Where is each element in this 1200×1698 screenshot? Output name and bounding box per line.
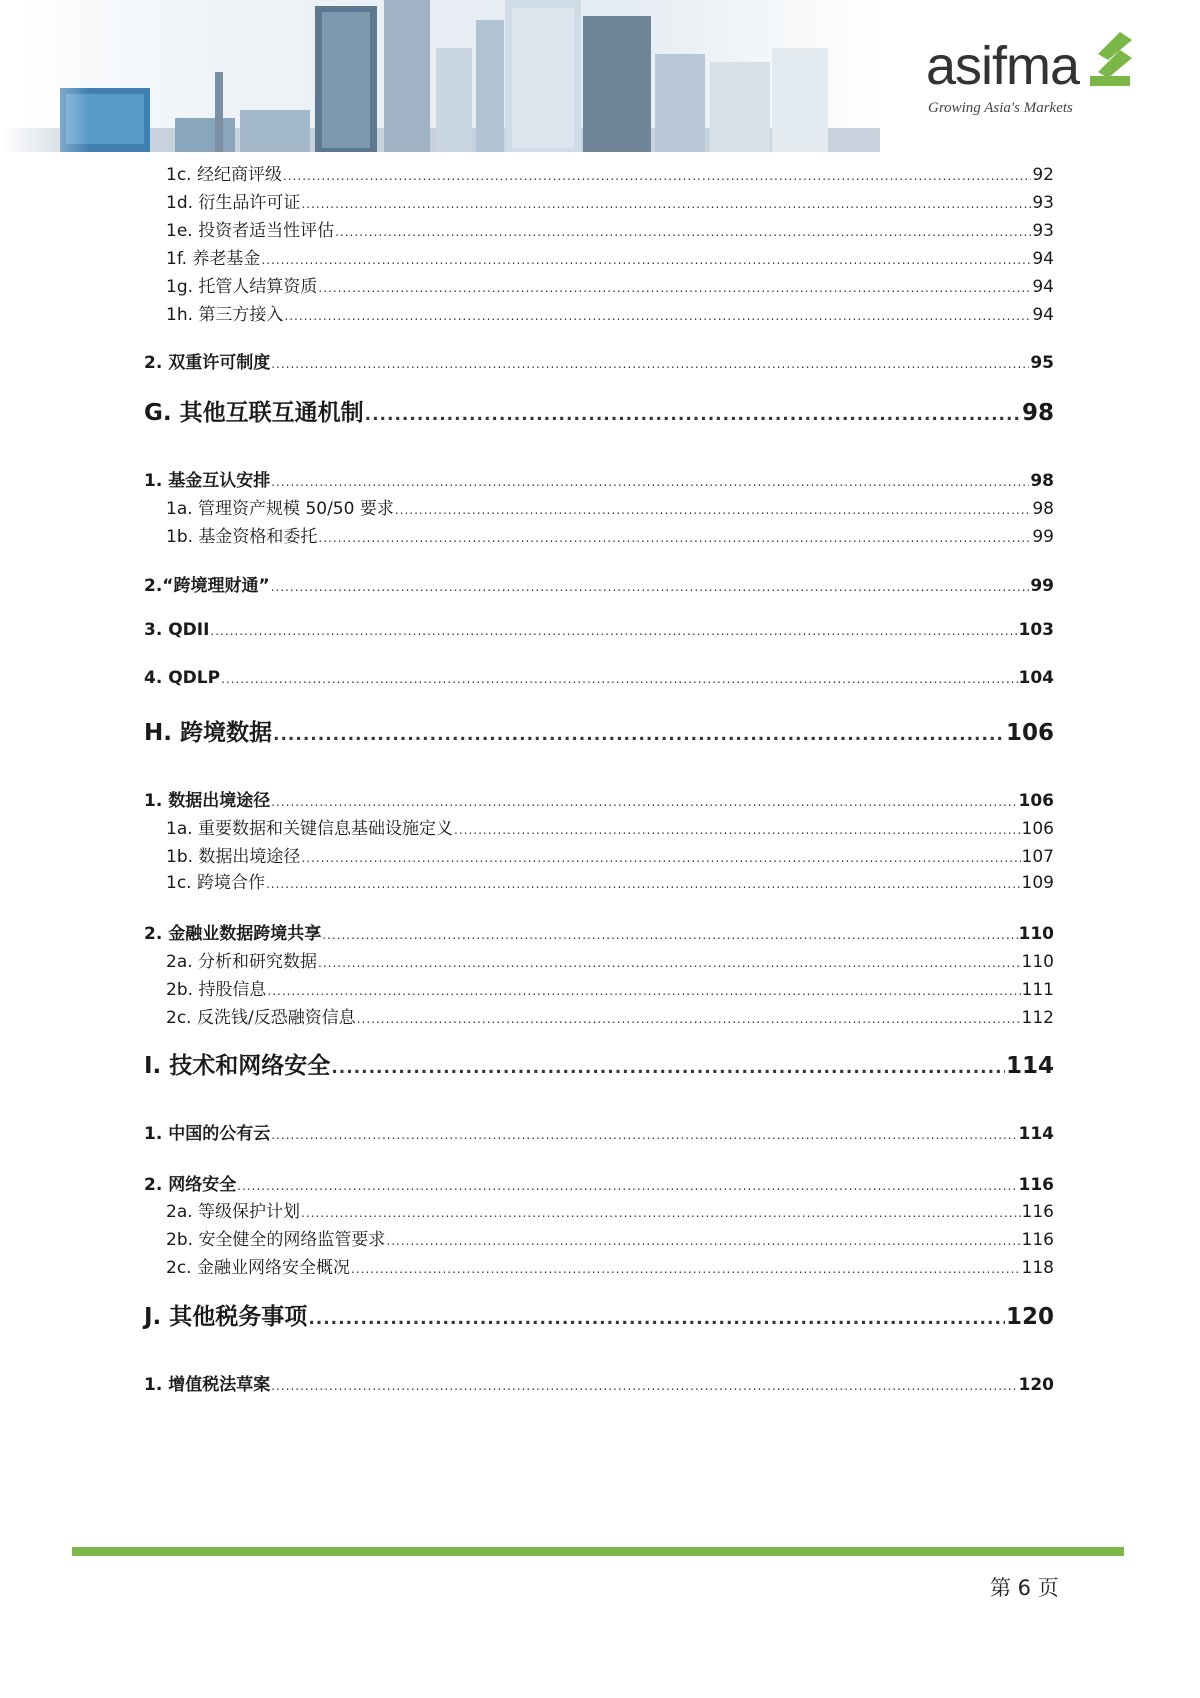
toc-entry-page: 94	[1032, 277, 1054, 297]
toc-entry[interactable]	[144, 244, 1054, 268]
toc-entry-title: 4. QDLP	[144, 668, 221, 688]
toc-entry-title: 1b. 数据出境途径	[166, 847, 301, 867]
toc-entry-page: 106	[1005, 720, 1054, 746]
toc-entry-title: 1c. 经纪商评级	[166, 165, 282, 185]
toc-dot-leader	[271, 357, 1029, 371]
toc-entry-title: 2. 双重许可制度	[144, 353, 271, 373]
toc-entry-title: 2b. 安全健全的网络监管要求	[166, 1230, 386, 1250]
toc-entry-page: 116	[1021, 1202, 1054, 1222]
toc-entry[interactable]	[144, 1170, 1054, 1196]
toc-entry[interactable]	[144, 1197, 1054, 1221]
asifma-logo	[926, 30, 1156, 130]
toc-entry-title: G. 其他互联互通机制	[144, 400, 364, 426]
toc-entry-page: 98	[1030, 471, 1054, 491]
toc-entry[interactable]	[144, 868, 1054, 892]
toc-entry-title: I. 技术和网络安全	[144, 1053, 331, 1079]
toc-dot-leader	[273, 725, 1005, 745]
logo-wordmark: asifma	[926, 36, 1080, 96]
toc-entry-title: 2b. 持股信息	[166, 980, 267, 1000]
toc-entry-page: 99	[1030, 576, 1054, 596]
toc-dot-leader	[283, 169, 1031, 183]
toc-dot-leader	[454, 823, 1021, 837]
toc-dot-leader	[301, 851, 1020, 865]
toc-entry-title: 1. 基金互认安排	[144, 471, 271, 491]
toc-dot-leader	[261, 253, 1031, 267]
toc-entry-page: 104	[1018, 668, 1054, 688]
toc-entry-page: 114	[1005, 1053, 1054, 1079]
toc-dot-leader	[271, 1379, 1017, 1393]
toc-entry[interactable]	[144, 216, 1054, 240]
toc-dot-leader	[210, 624, 1017, 638]
toc-entry[interactable]	[144, 1225, 1054, 1249]
toc-dot-leader	[237, 1179, 1017, 1193]
toc-entry-page: 93	[1032, 193, 1054, 213]
toc-entry-title: 2.“跨境理财通”	[144, 576, 270, 596]
toc-entry-title: 1. 数据出境途径	[144, 791, 271, 811]
toc-entry[interactable]	[144, 394, 1054, 428]
toc-dot-leader	[318, 281, 1031, 295]
toc-dot-leader	[395, 503, 1032, 517]
toc-dot-leader	[266, 877, 1021, 891]
toc-dot-leader	[301, 197, 1031, 211]
toc-entry-title: 2c. 金融业网络安全概况	[166, 1258, 350, 1278]
toc-entry[interactable]	[144, 814, 1054, 838]
toc-entry[interactable]	[144, 466, 1054, 492]
toc-entry[interactable]	[144, 1298, 1054, 1332]
toc-dot-leader	[267, 984, 1020, 998]
toc-entry-title: J. 其他税务事项	[144, 1304, 308, 1330]
toc-entry[interactable]	[144, 947, 1054, 971]
toc-dot-leader	[351, 1262, 1021, 1276]
toc-entry-title: 2. 金融业数据跨境共享	[144, 924, 322, 944]
toc-entry-title: 1e. 投资者适当性评估	[166, 221, 335, 241]
toc-entry-page: 116	[1018, 1175, 1054, 1195]
toc-entry[interactable]	[144, 1003, 1054, 1027]
city-skyline-banner	[0, 0, 880, 152]
toc-entry-page: 120	[1018, 1375, 1054, 1395]
toc-entry[interactable]	[144, 975, 1054, 999]
toc-entry[interactable]	[144, 272, 1054, 296]
toc-entry-title: 2c. 反洗钱/反恐融资信息	[166, 1008, 356, 1028]
toc-entry-page: 109	[1021, 873, 1054, 893]
toc-dot-leader	[271, 795, 1017, 809]
toc-entry-page: 110	[1021, 952, 1054, 972]
toc-dot-leader	[271, 580, 1030, 594]
toc-dot-leader	[322, 928, 1017, 942]
toc-entry-title: 1b. 基金资格和委托	[166, 527, 318, 547]
logo-tagline: Growing Asia's Markets	[928, 100, 1073, 116]
toc-dot-leader	[318, 531, 1031, 545]
toc-dot-leader	[357, 1012, 1021, 1026]
toc-entry-page: 106	[1021, 819, 1054, 839]
toc-entry-title: 2a. 分析和研究数据	[166, 952, 318, 972]
toc-entry[interactable]	[144, 571, 1054, 597]
toc-entry-title: 1c. 跨境合作	[166, 873, 265, 893]
toc-entry-page: 106	[1018, 791, 1054, 811]
toc-entry[interactable]	[144, 668, 1054, 694]
toc-entry[interactable]	[144, 160, 1054, 184]
toc-dot-leader	[221, 672, 1017, 686]
toc-entry-page: 112	[1021, 1008, 1054, 1028]
toc-entry-title: 1f. 养老基金	[166, 249, 261, 269]
toc-dot-leader	[271, 475, 1029, 489]
toc-dot-leader	[335, 225, 1031, 239]
toc-entry[interactable]	[144, 1370, 1054, 1396]
toc-dot-leader	[331, 1058, 1005, 1078]
toc-dot-leader	[301, 1206, 1021, 1220]
toc-entry-page: 94	[1032, 249, 1054, 269]
logo-stripes-icon	[1086, 30, 1138, 92]
toc-entry[interactable]	[144, 300, 1054, 324]
toc-entry-title: 2. 网络安全	[144, 1175, 237, 1195]
toc-entry-page: 99	[1032, 527, 1054, 547]
toc-entry-title: 1a. 管理资产规模 50/50 要求	[166, 499, 394, 519]
page-number: 第 6 页	[990, 1576, 1059, 1600]
toc-entry-title: 1d. 衍生品许可证	[166, 193, 301, 213]
toc-dot-leader	[318, 956, 1021, 970]
toc-entry[interactable]	[144, 786, 1054, 812]
toc-entry-page: 94	[1032, 305, 1054, 325]
page-header	[0, 0, 1200, 152]
toc-entry[interactable]	[144, 1047, 1054, 1081]
toc-dot-leader	[308, 1309, 1005, 1329]
toc-entry-title: 1h. 第三方接入	[166, 305, 284, 325]
toc-entry-page: 98	[1021, 400, 1054, 426]
toc-entry-page: 93	[1032, 221, 1054, 241]
toc-entry-page: 118	[1021, 1258, 1054, 1278]
toc-entry-title: 3. QDII	[144, 620, 210, 640]
toc-entry[interactable]	[144, 714, 1054, 748]
toc-entry-page: 116	[1021, 1230, 1054, 1250]
toc-entry-page: 103	[1018, 620, 1054, 640]
toc-entry[interactable]	[144, 188, 1054, 212]
toc-dot-leader	[365, 405, 1021, 425]
toc-entry[interactable]	[144, 494, 1054, 518]
toc-entry-title: 1. 增值税法草案	[144, 1375, 271, 1395]
footer-rule	[72, 1547, 1124, 1556]
toc-dot-leader	[284, 309, 1031, 323]
toc-dot-leader	[386, 1234, 1020, 1248]
toc-entry-page: 92	[1032, 165, 1054, 185]
toc-entry[interactable]	[144, 620, 1054, 646]
toc-entry-page: 114	[1018, 1124, 1054, 1144]
toc-entry-page: 98	[1032, 499, 1054, 519]
toc-entry-title: 2a. 等级保护计划	[166, 1202, 301, 1222]
toc-entry[interactable]	[144, 1119, 1054, 1145]
toc-entry[interactable]	[144, 842, 1054, 866]
toc-entry-page: 111	[1021, 980, 1054, 1000]
toc-entry-page: 110	[1018, 924, 1054, 944]
toc-entry[interactable]	[144, 348, 1054, 374]
toc-entry-title: H. 跨境数据	[144, 720, 272, 746]
toc-entry[interactable]	[144, 1253, 1054, 1277]
toc-entry-title: 1. 中国的公有云	[144, 1124, 271, 1144]
toc-entry-page: 95	[1030, 353, 1054, 373]
toc-entry[interactable]	[144, 522, 1054, 546]
toc-entry[interactable]	[144, 919, 1054, 945]
toc-entry-page: 120	[1005, 1304, 1054, 1330]
toc-dot-leader	[271, 1128, 1017, 1142]
toc-entry-title: 1g. 托管人结算资质	[166, 277, 318, 297]
toc-entry-page: 107	[1021, 847, 1054, 867]
toc-entry-title: 1a. 重要数据和关键信息基础设施定义	[166, 819, 454, 839]
